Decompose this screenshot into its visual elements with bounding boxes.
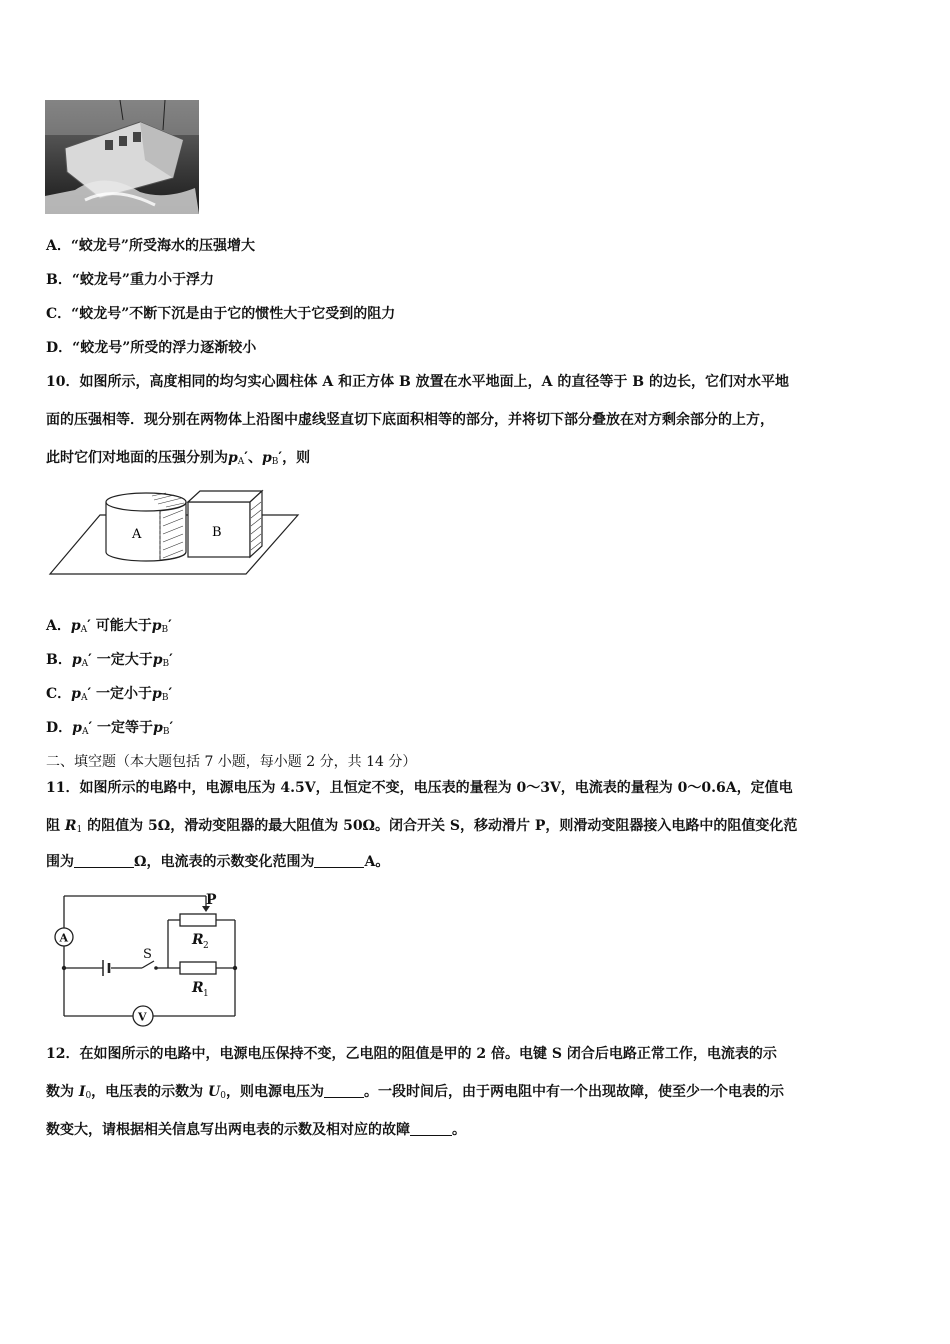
q11-stem-line1: 11．如图所示的电路中，电源电压为 4.5V，且恒定不变，电压表的量程为 0～3V，电流表的量程为 0～0.6A，定值电 — [46, 780, 793, 796]
r1-label: R — [192, 980, 204, 996]
q10-stem-line3: 此时它们对地面的压强分别为$p_A'$、$p_B'$，则 — [46, 450, 311, 467]
answer-blank-4[interactable] — [410, 1121, 452, 1136]
q10-option-a: A．$p_A'$ 可能大于$p_B'$ — [46, 618, 172, 635]
q12-stem-line1: 12．在如图所示的电路中，电源电压保持不变，乙电阻的阻值是甲的 2 倍。电键 S 闭合后电路正常工作，电流表的示 — [46, 1046, 777, 1062]
q10-option-b: B．$p_A'$ 一定大于$p_B'$ — [46, 652, 173, 669]
q10-stem-line1: 10．如图所示，高度相同的均匀实心圆柱体 A 和正方体 B 放置在水平地面上，A 的直径等于 B 的边长，它们对水平地 — [46, 374, 789, 390]
r2-label: R — [192, 932, 204, 948]
submersible-photo — [45, 100, 199, 214]
q10-figure — [48, 488, 304, 580]
q11-stem-line2: 阻 $R_1$ 的阻值为 5Ω，滑动变阻器的最大阻值为 50Ω。闭合开关 S，移动滑片 P，则滑动变阻器接入电路中的阻值变化范 — [46, 818, 798, 835]
q9-option-b: B．“蛟龙号”重力小于浮力 — [46, 272, 214, 288]
answer-blank-3[interactable] — [324, 1083, 364, 1098]
q10-option-d: D．$p_A'$ 一定等于$p_B'$ — [46, 720, 174, 737]
answer-blank-2[interactable] — [314, 853, 364, 868]
section-heading: 二、填空题（本大题包括 7 小题，每小题 2 分，共 14 分） — [46, 754, 417, 770]
switch-label: S — [143, 947, 152, 962]
label-a: A — [132, 527, 142, 542]
q9-option-c: C．“蛟龙号”不断下沉是由于它的惯性大于它受到的阻力 — [46, 306, 396, 322]
voltmeter-label: V — [138, 1010, 147, 1024]
q9-option-a: A．“蛟龙号”所受海水的压强增大 — [46, 238, 255, 254]
q12-stem-line3: 数变大，请根据相关信息写出两电表的示数及相对应的故障 。 — [46, 1122, 466, 1138]
q11-circuit — [46, 888, 246, 1030]
slider-label: P — [206, 892, 217, 908]
label-b: B — [212, 525, 222, 540]
r2-subscript: 2 — [203, 941, 209, 951]
q11-stem-line3: 围为 Ω，电流表的示数变化范围为 A。 — [46, 854, 390, 870]
q10-option-c: C．$p_A'$ 一定小于$p_B'$ — [46, 686, 173, 703]
answer-blank-1[interactable] — [74, 853, 134, 868]
ammeter-label: A — [59, 931, 69, 945]
q10-stem-line2: 面的压强相等．现分别在两物体上沿图中虚线竖直切下底面积相等的部分，并将切下部分叠放在对方剩余部分的上方， — [46, 412, 774, 428]
q12-stem-line2: 数为 $I_0$，电压表的示数为 $U_0$，则电源电压为 。一段时间后，由于两电阻中有一个出现故障，使至少一个电表的示 — [46, 1084, 784, 1101]
r1-subscript: 1 — [203, 989, 209, 999]
q9-option-d: D．“蛟龙号”所受的浮力逐渐较小 — [46, 340, 257, 356]
